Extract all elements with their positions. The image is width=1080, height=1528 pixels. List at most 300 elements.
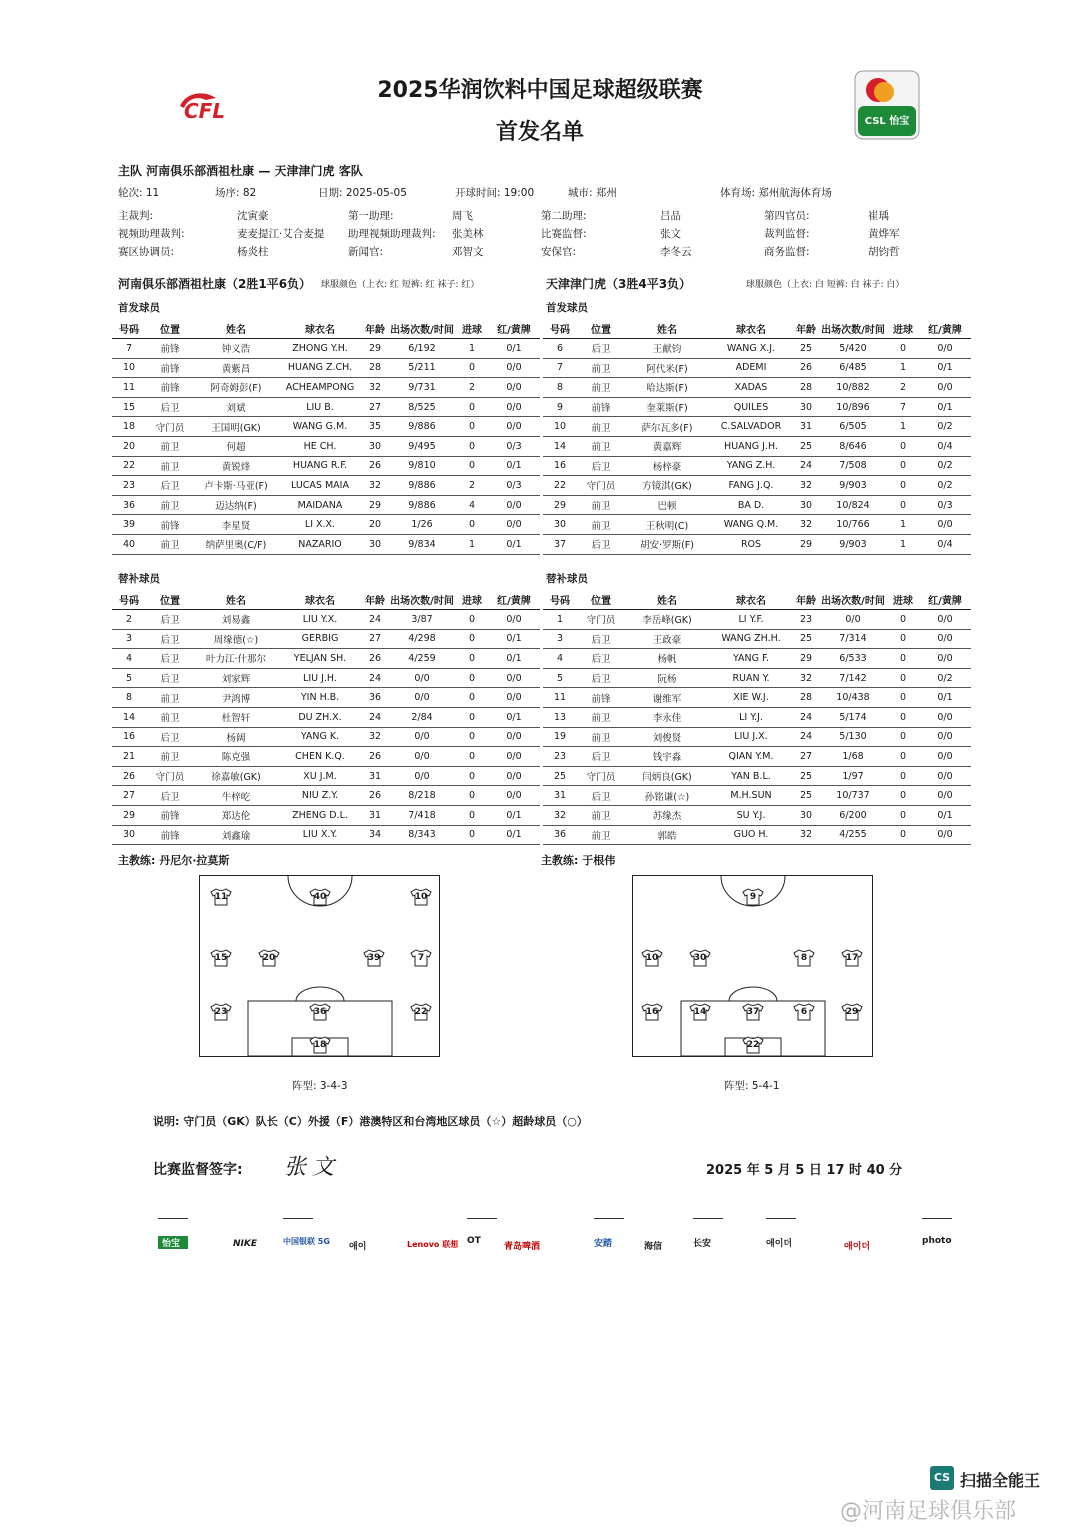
table-row (543, 476, 971, 496)
player-age: 29 (793, 649, 819, 669)
player-age: 32 (793, 515, 819, 535)
player-name: 奎莱斯(F) (625, 397, 709, 417)
column-header: 红/黄牌 (919, 320, 971, 339)
player-cards: 0/0 (919, 610, 971, 630)
player-shirt-icon (641, 1003, 663, 1021)
player-name: 孙铭谦(☆) (625, 786, 709, 806)
player-name: 王秋明(C) (625, 515, 709, 535)
sponsor-logo: Lenovo 联想 (407, 1240, 459, 1249)
player-appearances: 0/0 (388, 688, 456, 708)
player-age: 27 (362, 397, 388, 417)
signature-label: 比赛监督签字: (153, 1162, 243, 1178)
player-name: 刘家辉 (194, 668, 278, 688)
player-position: 前锋 (577, 397, 625, 417)
player-cards: 0/1 (919, 358, 971, 378)
player-cards: 0/0 (488, 688, 540, 708)
player-name: 牛梓屹 (194, 786, 278, 806)
table-row (112, 436, 540, 456)
player-position: 前卫 (577, 805, 625, 825)
player-cards: 0/0 (919, 825, 971, 845)
table-row (112, 476, 540, 496)
player-appearances: 4/255 (819, 825, 887, 845)
signature-datetime: 2025 年 5 月 5 日 17 时 40 分 (706, 1163, 903, 1178)
sponsor-logo: 中国银联 5G (283, 1237, 330, 1246)
player-cards: 0/1 (488, 805, 540, 825)
player-cards: 0/0 (919, 707, 971, 727)
player-number: 8 (543, 378, 577, 398)
player-goals: 0 (456, 825, 488, 845)
player-goals: 0 (887, 610, 919, 630)
home-starters-label: 首发球员 (118, 302, 160, 314)
player-position: 后卫 (146, 786, 194, 806)
player-goals: 0 (887, 707, 919, 727)
column-header: 出场次数/时间 (388, 591, 456, 610)
player-cards: 0/0 (488, 515, 540, 535)
player-number: 22 (112, 456, 146, 476)
player-shirt-icon (410, 888, 432, 906)
player-cards: 0/0 (488, 397, 540, 417)
table-row (543, 495, 971, 515)
player-cards: 0/4 (919, 534, 971, 554)
table-row (112, 417, 540, 437)
player-position: 后卫 (577, 629, 625, 649)
player-name: 杨帆 (625, 649, 709, 669)
player-cards: 0/4 (919, 436, 971, 456)
player-appearances: 6/505 (819, 417, 887, 437)
player-shirt-name: ACHEAMPONG (278, 378, 362, 398)
player-cards: 0/0 (919, 378, 971, 398)
player-shirt-icon (689, 949, 711, 967)
player-position: 前锋 (146, 358, 194, 378)
player-goals: 0 (887, 476, 919, 496)
player-cards: 0/0 (488, 378, 540, 398)
player-age: 32 (793, 668, 819, 688)
city: 城市: 郑州 (568, 187, 617, 199)
away-formation: 阵型: 5-4-1 (724, 1080, 780, 1092)
player-appearances: 9/903 (819, 476, 887, 496)
column-header: 出场次数/时间 (819, 591, 887, 610)
player-age: 32 (362, 476, 388, 496)
shirt-number: 10 (414, 892, 428, 902)
player-number: 16 (112, 727, 146, 747)
player-shirt-icon (410, 949, 432, 967)
player-position: 后卫 (577, 456, 625, 476)
player-name: 闫炳良(GK) (625, 766, 709, 786)
player-name: 黄锐烽 (194, 456, 278, 476)
sponsor-logo: 长安 (693, 1239, 712, 1249)
player-position: 前锋 (146, 515, 194, 535)
player-shirt-name: WANG X.J. (709, 339, 793, 359)
player-age: 32 (362, 727, 388, 747)
player-name: 郑达伦 (194, 805, 278, 825)
player-shirt-name: SU Y.J. (709, 805, 793, 825)
player-appearances: 8/343 (388, 825, 456, 845)
table-row (543, 747, 971, 767)
player-appearances: 9/731 (388, 378, 456, 398)
player-cards: 0/0 (919, 649, 971, 669)
player-shirt-name: HUANG R.F. (278, 456, 362, 476)
table-row (112, 649, 540, 669)
player-age: 24 (362, 610, 388, 630)
player-name: 刘俊贤 (625, 727, 709, 747)
player-number: 14 (112, 707, 146, 727)
player-name: 叶力江·什那尔 (194, 649, 278, 669)
player-position: 守门员 (146, 417, 194, 437)
column-header: 进球 (456, 591, 488, 610)
player-name: 李永佳 (625, 707, 709, 727)
player-age: 20 (362, 515, 388, 535)
player-cards: 0/0 (919, 339, 971, 359)
table-row (543, 805, 971, 825)
shirt-number: 29 (845, 1007, 859, 1017)
player-shirt-icon (363, 949, 385, 967)
player-shirt-name: YANG Z.H. (709, 456, 793, 476)
player-position: 前卫 (577, 707, 625, 727)
player-number: 3 (112, 629, 146, 649)
away-subs-label: 替补球员 (546, 573, 588, 585)
player-number: 4 (112, 649, 146, 669)
player-name: 何超 (194, 436, 278, 456)
player-goals: 0 (887, 805, 919, 825)
player-age: 36 (362, 688, 388, 708)
column-header: 年龄 (793, 320, 819, 339)
player-age: 30 (362, 534, 388, 554)
player-age: 31 (362, 805, 388, 825)
player-number: 37 (543, 534, 577, 554)
player-shirt-name: HE CH. (278, 436, 362, 456)
player-number: 15 (112, 397, 146, 417)
player-goals: 0 (456, 397, 488, 417)
player-shirt-name: HUANG J.H. (709, 436, 793, 456)
player-number: 21 (112, 747, 146, 767)
player-shirt-name: YANG F. (709, 649, 793, 669)
player-number: 14 (543, 436, 577, 456)
player-name: 杜智轩 (194, 707, 278, 727)
player-name: 王献钧 (625, 339, 709, 359)
official-name: 麦麦提江·艾合麦提 (237, 228, 325, 240)
player-shirt-name: WANG ZH.H. (709, 629, 793, 649)
player-name: 哈达斯(F) (625, 378, 709, 398)
away-subs-table (543, 591, 971, 845)
player-appearances: 5/211 (388, 358, 456, 378)
player-appearances: 10/824 (819, 495, 887, 515)
sponsor-block (407, 1218, 458, 1250)
player-appearances: 2/84 (388, 707, 456, 727)
player-appearances: 7/142 (819, 668, 887, 688)
player-position: 前锋 (577, 688, 625, 708)
player-shirt-name: ZHONG Y.H. (278, 339, 362, 359)
player-appearances: 0/0 (388, 727, 456, 747)
player-cards: 0/1 (919, 688, 971, 708)
player-age: 26 (362, 456, 388, 476)
player-appearances: 8/646 (819, 436, 887, 456)
player-goals: 0 (887, 629, 919, 649)
player-goals: 0 (887, 495, 919, 515)
player-goals: 0 (887, 786, 919, 806)
sponsor-logo: 애이 (349, 1242, 367, 1252)
official-label: 比赛监督: (541, 228, 587, 240)
player-shirt-name: YAN B.L. (709, 766, 793, 786)
sponsor-logo: 安踏 (594, 1239, 613, 1249)
player-shirt-name: LI Y.J. (709, 707, 793, 727)
away-coach: 主教练: 于根伟 (541, 854, 616, 867)
shirt-number: 20 (262, 953, 276, 963)
player-number: 32 (543, 805, 577, 825)
player-cards: 0/0 (488, 610, 540, 630)
player-goals: 0 (887, 727, 919, 747)
official-label: 裁判监督: (764, 228, 810, 240)
match-date: 日期: 2025-05-05 (318, 187, 407, 199)
player-goals: 0 (456, 668, 488, 688)
player-shirt-name: FANG J.Q. (709, 476, 793, 496)
column-header: 年龄 (362, 320, 388, 339)
player-shirt-name: ZHENG D.L. (278, 805, 362, 825)
table-row (543, 707, 971, 727)
player-shirt-name: ROS (709, 534, 793, 554)
official-label: 主裁判: (118, 210, 154, 222)
player-cards: 0/0 (919, 629, 971, 649)
player-appearances: 10/766 (819, 515, 887, 535)
player-shirt-name: LIU J.X. (709, 727, 793, 747)
player-cards: 0/1 (488, 825, 540, 845)
player-age: 30 (793, 805, 819, 825)
player-appearances: 9/886 (388, 495, 456, 515)
table-row (543, 456, 971, 476)
player-name: 纳萨里奥(C/F) (194, 534, 278, 554)
player-appearances: 0/0 (388, 766, 456, 786)
player-shirt-icon (793, 949, 815, 967)
shirt-number: 6 (800, 1007, 808, 1017)
player-position: 前卫 (146, 534, 194, 554)
sponsor-block (233, 1218, 257, 1249)
player-number: 22 (543, 476, 577, 496)
column-header: 号码 (112, 591, 146, 610)
player-number: 13 (543, 707, 577, 727)
player-cards: 0/1 (488, 629, 540, 649)
player-shirt-icon (309, 888, 331, 906)
player-appearances: 0/0 (388, 668, 456, 688)
sponsor-logo: 海信 (644, 1242, 663, 1252)
table-row (543, 436, 971, 456)
column-header: 出场次数/时间 (819, 320, 887, 339)
player-cards: 0/0 (488, 417, 540, 437)
player-goals: 0 (887, 825, 919, 845)
player-shirt-name: M.H.SUN (709, 786, 793, 806)
official-name: 胡钧哲 (868, 246, 900, 258)
player-shirt-icon (309, 1036, 331, 1054)
player-goals: 0 (887, 668, 919, 688)
player-goals: 0 (887, 456, 919, 476)
player-shirt-name: XIE W.J. (709, 688, 793, 708)
player-name: 杨阔 (194, 727, 278, 747)
player-position: 前卫 (577, 515, 625, 535)
player-goals: 0 (456, 766, 488, 786)
column-header: 进球 (887, 320, 919, 339)
csl-logo (854, 70, 920, 140)
player-position: 前卫 (146, 707, 194, 727)
player-goals: 0 (456, 456, 488, 476)
player-number: 8 (112, 688, 146, 708)
player-shirt-icon (309, 1003, 331, 1021)
official-label: 视频助理裁判: (118, 228, 185, 240)
table-row (112, 339, 540, 359)
svg-text:CFL: CFL (184, 99, 226, 122)
away-kit-colors: 球服颜色（上衣: 白 短裤: 白 袜子: 白） (746, 280, 905, 290)
sponsor-logo: 青岛啤酒 (504, 1242, 541, 1252)
player-name: 萨尔瓦多(F) (625, 417, 709, 437)
signature-name: 张文 (284, 1155, 341, 1180)
player-age: 25 (793, 766, 819, 786)
player-position: 前卫 (577, 825, 625, 845)
shirt-number: 15 (214, 953, 228, 963)
player-position: 守门员 (577, 476, 625, 496)
home-formation-pitch (199, 875, 440, 1057)
shirt-number: 39 (367, 953, 381, 963)
player-shirt-icon (210, 1003, 232, 1021)
sponsor-block (467, 1218, 497, 1246)
shirt-number: 11 (214, 892, 228, 902)
sponsor-block (594, 1218, 624, 1249)
away-team-name: 天津津门虎（3胜4平3负） (546, 277, 692, 291)
table-row (112, 688, 540, 708)
player-position: 前卫 (577, 727, 625, 747)
column-header: 出场次数/时间 (388, 320, 456, 339)
shirt-number: 40 (313, 892, 327, 902)
player-age: 24 (793, 456, 819, 476)
column-header: 球衣名 (709, 320, 793, 339)
player-appearances: 7/508 (819, 456, 887, 476)
player-number: 30 (112, 825, 146, 845)
player-name: 黄嘉辉 (625, 436, 709, 456)
player-cards: 0/0 (919, 786, 971, 806)
player-cards: 0/3 (488, 436, 540, 456)
player-position: 后卫 (146, 668, 194, 688)
table-row (543, 688, 971, 708)
player-goals: 0 (456, 649, 488, 669)
player-age: 27 (362, 629, 388, 649)
player-number: 1 (543, 610, 577, 630)
home-team-name: 河南俱乐部酒祖杜康（2胜1平6负） (118, 277, 312, 291)
player-shirt-name: LUCAS MAIA (278, 476, 362, 496)
player-age: 24 (362, 668, 388, 688)
player-number: 10 (543, 417, 577, 437)
player-position: 前卫 (577, 495, 625, 515)
player-cards: 0/0 (488, 766, 540, 786)
player-shirt-name: YANG K. (278, 727, 362, 747)
player-shirt-name: YIN H.B. (278, 688, 362, 708)
player-name: 周缘德(☆) (194, 629, 278, 649)
table-row (112, 610, 540, 630)
kickoff-time: 开球时间: 19:00 (455, 187, 535, 199)
table-row (112, 786, 540, 806)
column-header: 红/黄牌 (488, 591, 540, 610)
teams-line: 主队 河南俱乐部酒祖杜康 — 天津津门虎 客队 (118, 164, 363, 178)
table-row (112, 515, 540, 535)
player-name: 迈达纳(F) (194, 495, 278, 515)
player-shirt-name: XADAS (709, 378, 793, 398)
player-number: 27 (112, 786, 146, 806)
official-name: 崔瑀 (868, 210, 889, 222)
player-age: 24 (793, 727, 819, 747)
player-shirt-name: LI Y.F. (709, 610, 793, 630)
page-title: 2025华润饮料中国足球超级联赛 (377, 78, 703, 103)
shirt-number: 23 (214, 1007, 228, 1017)
scanner-text: 扫描全能王 (960, 1471, 1041, 1490)
column-header: 姓名 (625, 591, 709, 610)
away-starters-label: 首发球员 (546, 302, 588, 314)
official-label: 第一助理: (348, 210, 394, 222)
player-number: 11 (543, 688, 577, 708)
column-header: 号码 (543, 320, 577, 339)
player-name: 方镜淇(GK) (625, 476, 709, 496)
player-appearances: 9/495 (388, 436, 456, 456)
player-shirt-name: LIU B. (278, 397, 362, 417)
official-name: 周飞 (452, 210, 473, 222)
player-goals: 0 (887, 766, 919, 786)
player-number: 19 (543, 727, 577, 747)
player-age: 31 (362, 766, 388, 786)
player-number: 5 (543, 668, 577, 688)
sponsor-logo: NIKE (233, 1239, 258, 1249)
player-age: 34 (362, 825, 388, 845)
shirt-number: 7 (417, 953, 425, 963)
player-cards: 0/1 (919, 397, 971, 417)
table-row (112, 358, 540, 378)
table-row (112, 727, 540, 747)
player-number: 16 (543, 456, 577, 476)
column-header: 号码 (112, 320, 146, 339)
player-appearances: 9/903 (819, 534, 887, 554)
player-position: 后卫 (146, 397, 194, 417)
player-cards: 0/0 (919, 515, 971, 535)
player-age: 28 (793, 378, 819, 398)
player-name: 卢卡斯·马亚(F) (194, 476, 278, 496)
player-position: 后卫 (577, 786, 625, 806)
player-appearances: 7/314 (819, 629, 887, 649)
player-shirt-name: CHEN K.Q. (278, 747, 362, 767)
player-appearances: 4/259 (388, 649, 456, 669)
weibo-watermark: @河南足球俱乐部 (840, 1499, 1017, 1524)
table-row (543, 786, 971, 806)
player-position: 前卫 (577, 358, 625, 378)
player-goals: 0 (456, 515, 488, 535)
player-shirt-name: HUANG Z.CH. (278, 358, 362, 378)
round: 轮次: 11 (118, 187, 160, 199)
player-shirt-name: DU ZH.X. (278, 707, 362, 727)
player-shirt-name: ADEMI (709, 358, 793, 378)
official-name: 张文 (660, 228, 681, 240)
player-position: 后卫 (577, 668, 625, 688)
player-number: 36 (112, 495, 146, 515)
table-row (543, 825, 971, 845)
page-subtitle: 首发名单 (495, 120, 584, 145)
official-label: 新闻官: (348, 246, 384, 258)
player-age: 28 (362, 358, 388, 378)
player-age: 25 (793, 339, 819, 359)
player-appearances: 5/174 (819, 707, 887, 727)
player-cards: 0/1 (488, 534, 540, 554)
official-label: 第二助理: (541, 210, 587, 222)
sponsor-logo: photo (922, 1236, 952, 1246)
player-cards: 0/3 (919, 495, 971, 515)
home-subs-label: 替补球员 (118, 573, 160, 585)
table-row (543, 358, 971, 378)
player-number: 11 (112, 378, 146, 398)
shirt-number: 14 (693, 1007, 707, 1017)
column-header: 球衣名 (278, 591, 362, 610)
column-header: 球衣名 (709, 591, 793, 610)
player-shirt-icon (689, 1003, 711, 1021)
